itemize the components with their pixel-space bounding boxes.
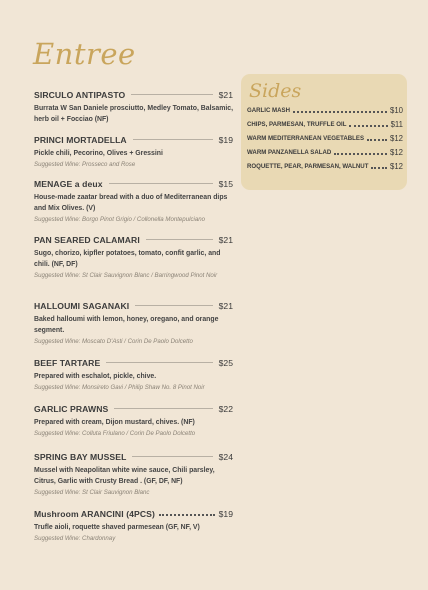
item-name: BEEF TARTARE <box>34 357 101 368</box>
menu-item <box>34 177 233 225</box>
side-name: ROQUETTE, PEAR, PARMESAN, WALNUT <box>247 163 369 170</box>
suggested-wine: Suggested Wine: Borgo Pinot Grigio / Collonella Montepulciano <box>34 216 206 223</box>
menu-item <box>34 356 233 393</box>
suggested-wine: Suggested Wine: St Clair Sauvignon Blanc / Barringwood Pinot Noir <box>34 272 218 279</box>
item-price: $15 <box>218 178 233 189</box>
item-price: $21 <box>218 89 233 100</box>
side-name: CHIPS, PARMESAN, TRUFFLE OIL <box>247 121 347 128</box>
side-item <box>247 105 403 116</box>
item-description: Burrata W San Daniele prosciutto, Medley Tomato, Balsamic, herb oil + Focciao (NF) <box>34 105 233 123</box>
item-name: PAN SEARED CALAMARI <box>34 234 140 245</box>
item-price: $24 <box>218 451 233 462</box>
side-price: $11 <box>390 120 403 129</box>
item-description: Prepared with cream, Dijon mustard, chives. (NF) <box>34 419 195 426</box>
dotted-leader <box>367 139 387 141</box>
suggested-wine: Suggested Wine: Colluta Friulano / Corin De Paolo Dolcetto <box>34 430 196 437</box>
side-price: $10 <box>389 106 403 115</box>
item-description: Pickle chili, Pecorino, Olives + Gressini <box>34 150 163 157</box>
dotted-leader <box>349 125 387 127</box>
divider <box>132 456 212 457</box>
item-price: $19 <box>218 508 233 519</box>
side-item <box>247 161 403 172</box>
side-price: $12 <box>389 148 403 157</box>
dotted-leader <box>293 111 387 113</box>
menu-item <box>34 402 233 439</box>
menu-item <box>34 133 233 170</box>
item-price: $19 <box>218 134 233 145</box>
side-price: $12 <box>389 134 403 143</box>
side-item <box>247 119 403 130</box>
side-item <box>247 133 403 144</box>
item-name: SIRCULO ANTIPASTO <box>34 89 126 100</box>
item-name: HALLOUMI SAGANAKI <box>34 300 130 311</box>
item-price: $25 <box>218 357 233 368</box>
item-description: Sugo, chorizo, kipfler potatoes, tomato, confit garlic, and chili. (NF, DF) <box>34 250 221 268</box>
side-name: GARLIC MASH <box>247 107 290 114</box>
side-name: WARM PANZANELLA SALAD <box>247 149 332 156</box>
item-price: $21 <box>218 300 233 311</box>
side-item <box>247 147 403 158</box>
menu-item <box>34 507 233 544</box>
item-description: House-made zaatar bread with a duo of Mediterranean dips and Mix Olives. (V) <box>34 194 228 212</box>
suggested-wine: Suggested Wine: Prosseco and Rose <box>34 161 136 168</box>
menu-item <box>34 233 233 281</box>
item-description: Trufle aioli, roquette shaved parmesean (GF, NF, V) <box>34 524 200 531</box>
dotted-leader <box>334 153 387 155</box>
suggested-wine: Suggested Wine: St Clair Sauvignon Blanc <box>34 489 150 496</box>
divider <box>114 408 212 409</box>
divider <box>106 362 212 363</box>
side-name: WARM MEDITERRANEAN VEGETABLES <box>247 135 365 142</box>
divider <box>146 239 213 240</box>
menu-item <box>34 450 233 498</box>
item-name: MENAGE a deux <box>34 178 103 189</box>
entree-heading: Entree <box>33 37 136 71</box>
item-name: GARLIC PRAWNS <box>34 403 109 414</box>
item-price: $22 <box>218 403 233 414</box>
divider <box>135 305 212 306</box>
suggested-wine: Suggested Wine: Monsireto Gavi / Philip Shaw No. 8 Pinot Noir <box>34 384 205 391</box>
item-price: $21 <box>218 234 233 245</box>
sides-card <box>241 74 407 190</box>
side-price: $12 <box>389 162 403 171</box>
divider <box>131 94 212 95</box>
item-description: Prepared with eschalot, pickle, chive. <box>34 373 157 380</box>
menu-item <box>34 299 233 347</box>
dotted-leader <box>371 167 387 169</box>
dotted-leader <box>159 514 215 516</box>
divider <box>109 183 213 184</box>
item-description: Mussel with Neapolitan white wine sauce, Chili parsley, Citrus, Garlic with Crusty Bread . (GF, DF, NF) <box>34 467 215 485</box>
sides-heading: Sides <box>249 80 302 102</box>
suggested-wine: Suggested Wine: Moscato D'Asti / Corin De Paolo Dolcetto <box>34 338 193 345</box>
menu-item <box>34 88 233 125</box>
divider <box>133 139 213 140</box>
item-name: SPRING BAY MUSSEL <box>34 451 127 462</box>
item-name: PRINCI MORTADELLA <box>34 134 127 145</box>
item-description: Baked halloumi with lemon, honey, oregano, and orange segment. <box>34 316 219 334</box>
suggested-wine: Suggested Wine: Chardonnay <box>34 535 116 542</box>
item-name: Mushroom ARANCINI (4PCS) <box>34 508 155 519</box>
